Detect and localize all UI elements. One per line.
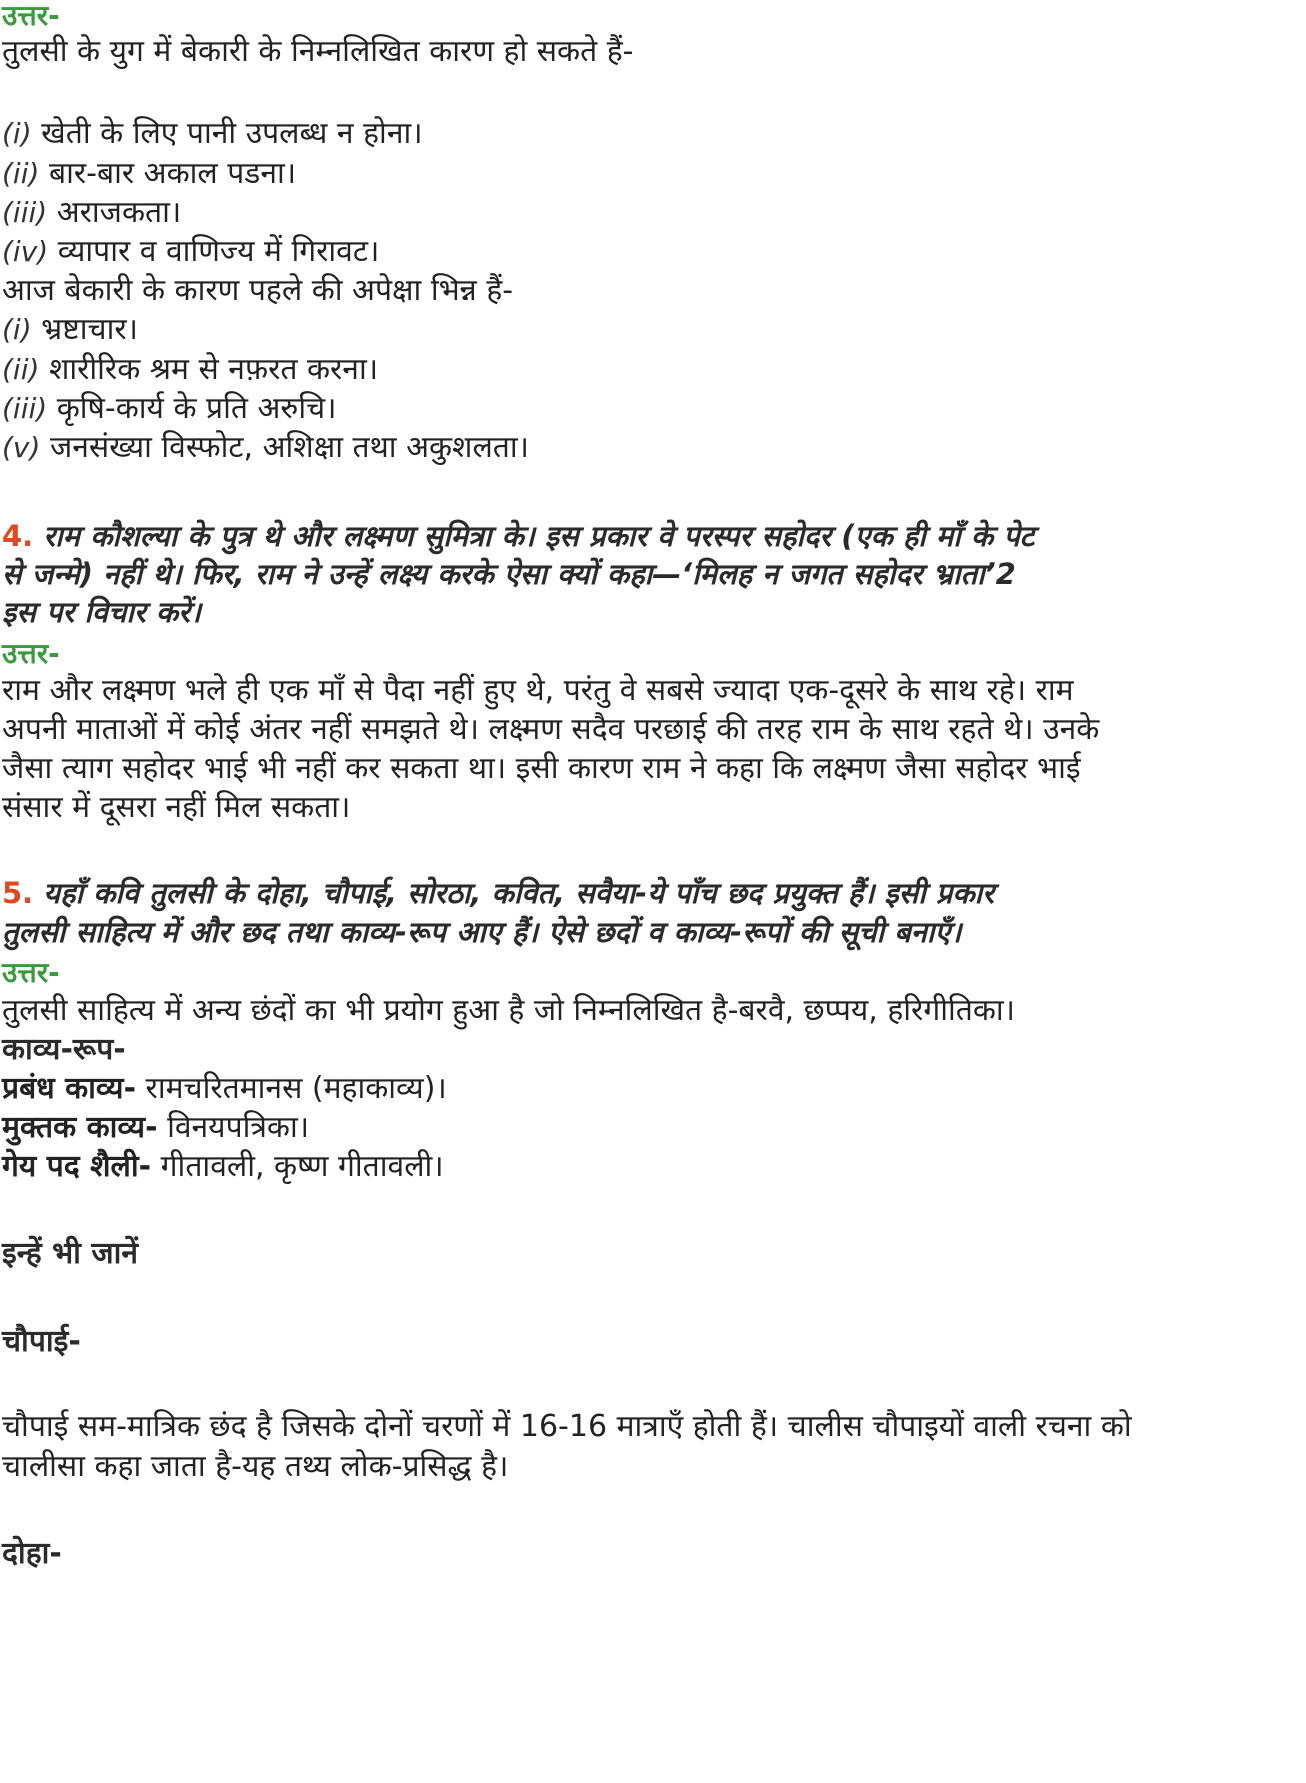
list-item: प्रबंध काव्य- रामचरितमानस (महाकाव्य)। <box>2 1071 447 1106</box>
chaupai-heading: चौपाई- <box>2 1324 81 1359</box>
question-number: 5. <box>2 876 34 910</box>
list-item: (v) जनसंख्या विस्फोट, अशिक्षा तथा अकुशलता। <box>2 430 530 465</box>
list-item: (i) भ्रष्टाचार। <box>2 312 139 347</box>
answer-label: उत्तर- <box>2 0 60 32</box>
answer-line: संसार में दूसरा नहीं मिल सकता। <box>2 790 351 825</box>
answer-line: राम और लक्ष्मण भले ही एक माँ से पैदा नहीं हुए थे, परंतु वे सबसे ज्यादा एक-दूसरे के साथ रहे। राम <box>2 673 1074 708</box>
paragraph-line: चालीसा कहा जाता है-यह तथ्य लोक-प्रसिद्ध है। <box>2 1449 509 1484</box>
list-item: गेय पद शैली- गीतावली, कृष्ण गीतावली। <box>2 1149 444 1184</box>
paragraph-line: चौपाई सम-मात्रिक छंद है जिसके दोनों चरणों में 16-16 मात्राएँ होती हैं। चालीस चौपाइयों वाली रचना को <box>2 1409 1132 1444</box>
question-5-line: तुलसी साहित्य में और छद तथा काव्य-रूप आए हैं। ऐसे छदों व काव्य-रूपों की सूची बनाएँ। <box>2 915 962 949</box>
list-item: (iii) कृषि-कार्य के प्रति अरुचि। <box>2 391 337 426</box>
list-item: (iii) अराजकता। <box>2 195 182 230</box>
today-causes-intro: आज बेकारी के कारण पहले की अपेक्षा भिन्न हैं- <box>2 273 514 308</box>
list-item: (iv) व्यापार व वाणिज्य में गिरावट। <box>2 234 380 269</box>
question-4-line: इस पर विचार करें। <box>2 595 202 629</box>
question-5-line: 5. यहाँ कवि तुलसी के दोहा, चौपाई, सोरठा, कवित, सवैया-ये पाँच छद प्रयुक्त हैं। इसी प्रकार <box>2 876 994 910</box>
question-4-line: से जन्मे) नहीं थे। फिर, राम ने उन्हें लक्ष्य करके ऐसा क्यों कहा—‘मिलह न जगत सहोदर भ्राता’2 <box>2 557 1016 591</box>
question-4-line: 4. राम कौशल्या के पुत्र थे और लक्ष्मण सुमित्रा के। इस प्रकार वे परस्पर सहोदर (एक ही माँ के पेट <box>2 519 1035 553</box>
answer-line: तुलसी साहित्य में अन्य छंदों का भी प्रयोग हुआ है जो निम्नलिखित है-बरवै, छप्पय, हरिगीतिका। <box>2 993 1016 1028</box>
list-item: मुक्तक काव्य- विनयपत्रिका। <box>2 1110 310 1145</box>
list-item: (ii) बार-बार अकाल पडना। <box>2 156 297 191</box>
answer-label: उत्तर- <box>2 956 60 989</box>
section-heading: इन्हें भी जानें <box>2 1236 139 1271</box>
list-item: (ii) शारीरिक श्रम से नफ़रत करना। <box>2 352 379 387</box>
answer-label: उत्तर- <box>2 637 60 670</box>
question-number: 4. <box>2 519 34 553</box>
answer-intro: तुलसी के युग में बेकारी के निम्नलिखित कारण हो सकते हैं- <box>2 34 634 69</box>
answer-line: जैसा त्याग सहोदर भाई भी नहीं कर सकता था। इसी कारण राम ने कहा कि लक्ष्मण जैसा सहोदर भाई <box>2 751 1081 786</box>
kavya-roop-label: काव्य-रूप- <box>2 1032 126 1067</box>
doha-heading: दोहा- <box>2 1536 62 1571</box>
answer-line: अपनी माताओं में कोई अंतर नहीं समझते थे। लक्ष्मण सदैव परछाई की तरह राम के साथ रहते थे। उनके <box>2 712 1100 747</box>
list-item: (i) खेती के लिए पानी उपलब्ध न होना। <box>2 116 423 151</box>
